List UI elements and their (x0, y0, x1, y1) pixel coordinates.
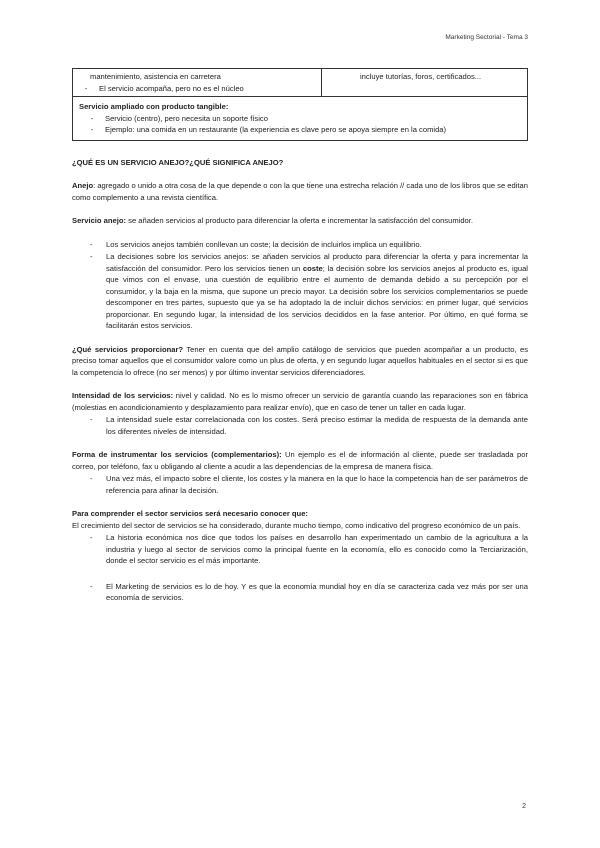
intensidad-text: nivel y calidad. No es lo mismo ofrecer un servicio de garantía cuando las reparaciones son en fábrica (molestias en acondicionamiento y desplazamiento para realizar envío), que en caso de tener un taller en cada lugar. (72, 391, 528, 412)
comparison-table (72, 68, 528, 97)
dash-marker: - (84, 83, 88, 93)
intensidad-term: Intensidad de los servicios: (72, 391, 174, 400)
list-item-text: Los servicios anejos también conllevan un coste; la decisión de incluirlos implica un equilibrio. (106, 239, 422, 249)
table-right-cell (322, 69, 528, 97)
page-number: 2 (522, 803, 526, 810)
list-item-text: El Marketing de servicios es lo de hoy. Y es que la economía mundial hoy en día se caracteriza cada vez más por ser una economía de servicios. (106, 581, 528, 602)
servicio-anejo-text: se añaden servicios al producto para diferenciar la oferta e incrementar la satisfacción del consumidor. (126, 216, 473, 225)
list-item-text: La intensidad suele estar correlacionada con los costes. Será preciso estimar la medida de respuesta de la demanda ante los diferentes niveles de intensidad. (106, 415, 528, 436)
servicio-anejo-paragraph (72, 215, 528, 227)
list-item (72, 251, 528, 332)
list-item (72, 414, 528, 437)
dash-marker: - (90, 474, 93, 483)
que-servicios-paragraph (72, 344, 528, 379)
list-item (72, 532, 528, 567)
table-left-line: mantenimiento, asistencia en carretera (90, 72, 221, 81)
dash-marker: - (90, 125, 94, 134)
anejo-term: Anejo (72, 181, 94, 190)
list-item (72, 581, 528, 604)
forma-list (72, 473, 528, 496)
list-item-text: La decisiones sobre los servicios anejos: se añaden servicios al producto para diferenciar la oferta y para incrementar la satisfacción del consumidor. Pero los servicios tienen un coste; la decisión sobre los servicios anejos al producto es, igual que vimos con el envase, una cuestión de equilibrio entre el aumento de demanda debido a su percepción por el consumidor, y la baja en la misma, que supone un precio mayor. La decisión sobre los servicios complementarios se puede descomponer en tres partes, supuesto que ya se ha adoptado la de incluir dichos servicios: en primer lugar, qué servicios proporcionar. En segundo lugar, la intensidad de los servicios decididos en la fase anterior. Por último, en qué forma se facilitarán estos servicios. (106, 252, 528, 330)
comprender-list-2 (72, 581, 528, 604)
anejo-list (72, 239, 528, 332)
dash-marker: - (90, 239, 93, 249)
forma-paragraph (72, 449, 528, 472)
dash-marker: - (90, 113, 94, 123)
anejo-definition (72, 180, 528, 203)
comprender-title: Para comprender el sector servicios será necesario conocer que: (72, 509, 308, 518)
intensidad-list (72, 414, 528, 437)
list-item (72, 239, 528, 251)
list-item-text: La historia económica nos dice que todos los países en desarrollo han experimentado un cambio de la agricultura a la industria y luego al sector de servicios como la principal fuente en la economía, ello es conocido como la Terciarización, donde el sector servicio es el más importante. (106, 533, 528, 565)
running-header: Marketing Sectorial - Tema 3 (445, 34, 528, 41)
forma-text: Un ejemplo es el de información al cliente, puede ser trasladada por correo, por teléfono, fax u obligando al cliente a acudir a las dependencias de la empresa de manera física. (72, 450, 528, 471)
box-item: Ejemplo: una comida en un restaurante (la experiencia es clave pero se apoya siempre en la comida) (105, 125, 447, 134)
list-item-text: Una vez más, el impacto sobre el cliente, los costes y la manera en la que lo hace la competencia han de ser parámetros de referencia para afinar la decisión. (106, 474, 528, 495)
table-left-cell (73, 69, 322, 97)
dash-marker: - (90, 533, 93, 542)
forma-term: Forma de instrumentar los servicios (complementarios): (72, 450, 282, 459)
comprender-list (72, 532, 528, 567)
list-item (72, 473, 528, 496)
que-servicios-text: Tener en cuenta que del amplio catálogo de servicios que pueden acompañar a un producto, es preciso tomar aquellos que el consumidor valore como un plus de oferta, y en segundo lugar aquellos habituales en el sector si es que la competencia lo ofrece (no ser menos) y por último inventar servicios diferenciadores. (72, 344, 528, 377)
section-title: ¿QUÉ ES UN SERVICIO ANEJO?¿QUÉ SIGNIFICA ANEJO? (72, 157, 284, 167)
comprender-text: El crecimiento del sector de servicios se ha considerado, durante mucho tiempo, como indicativo del progreso económico de un país. (72, 520, 521, 530)
dash-marker: - (90, 415, 93, 424)
box-item: Servicio (centro), pero necesita un soporte físico (105, 113, 268, 123)
box-title: Servicio ampliado con producto tangible: (79, 102, 229, 111)
page-content (72, 68, 528, 605)
table-right-line: incluye tutorías, foros, certificados... (360, 72, 482, 81)
intensidad-paragraph (72, 390, 528, 413)
anejo-text: : agregado o unido a otra cosa de la que depende o con la que tiene una estrecha relación // cada uno de los libros que se editan como complemento a una revista científica. (72, 181, 528, 202)
tangible-product-box (72, 97, 528, 141)
servicio-anejo-term: Servicio anejo: (72, 216, 127, 225)
dash-marker: - (90, 581, 93, 591)
dash-marker: - (90, 252, 93, 261)
que-servicios-term: ¿Qué servicios proporcionar? (72, 344, 184, 354)
table-left-line: El servicio acompaña, pero no es el núcleo (99, 83, 244, 93)
